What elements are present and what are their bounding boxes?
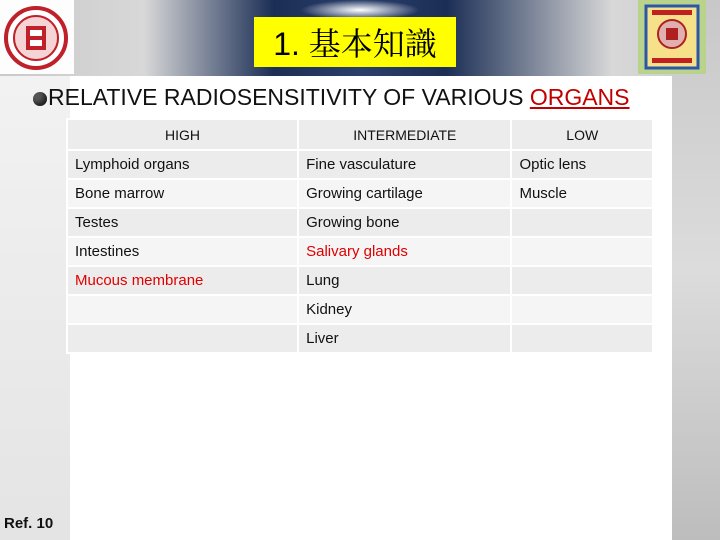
table-cell bbox=[511, 208, 653, 237]
table-cell: Liver bbox=[298, 324, 511, 353]
table-cell bbox=[511, 237, 653, 266]
table-row bbox=[67, 150, 653, 179]
table-cell: Kidney bbox=[298, 295, 511, 324]
table-cell: Salivary glands bbox=[298, 237, 511, 266]
table-cell: Intestines bbox=[67, 237, 298, 266]
table-row bbox=[67, 266, 653, 295]
radiosensitivity-table bbox=[66, 118, 654, 354]
header-low: LOW bbox=[511, 119, 653, 150]
table-row bbox=[67, 179, 653, 208]
right-decorative-strip bbox=[672, 0, 720, 540]
subtitle-highlight: ORGANS bbox=[529, 84, 630, 110]
university-seal-icon bbox=[0, 0, 74, 74]
table-cell bbox=[67, 324, 298, 353]
header-intermediate: INTERMEDIATE bbox=[298, 119, 511, 150]
left-decorative-strip bbox=[0, 76, 70, 540]
table-cell bbox=[511, 295, 653, 324]
table-cell: Mucous membrane bbox=[67, 266, 298, 295]
table-cell: Growing bone bbox=[298, 208, 511, 237]
table-cell bbox=[511, 324, 653, 353]
table-cell: Bone marrow bbox=[67, 179, 298, 208]
table-cell: Lymphoid organs bbox=[67, 150, 298, 179]
table-cell: Muscle bbox=[511, 179, 653, 208]
table-row bbox=[67, 237, 653, 266]
bullet-icon bbox=[33, 92, 47, 106]
table-cell: Testes bbox=[67, 208, 298, 237]
slide-subtitle bbox=[48, 84, 630, 111]
table-cell: Optic lens bbox=[511, 150, 653, 179]
table-row bbox=[67, 208, 653, 237]
table-cell: Growing cartilage bbox=[298, 179, 511, 208]
table-cell bbox=[67, 295, 298, 324]
reference-label: Ref. 10 bbox=[4, 515, 54, 532]
table-cell bbox=[511, 266, 653, 295]
header-high: HIGH bbox=[67, 119, 298, 150]
school-emblem-icon bbox=[638, 0, 706, 74]
table-cell: Fine vasculature bbox=[298, 150, 511, 179]
subtitle-text: RELATIVE RADIOSENSITIVITY OF VARIOUS bbox=[48, 84, 530, 110]
table-row bbox=[67, 324, 653, 353]
slide-title: 1. 基本知識 bbox=[254, 17, 456, 67]
table-cell: Lung bbox=[298, 266, 511, 295]
table-header-row bbox=[67, 119, 653, 150]
table-row bbox=[67, 295, 653, 324]
